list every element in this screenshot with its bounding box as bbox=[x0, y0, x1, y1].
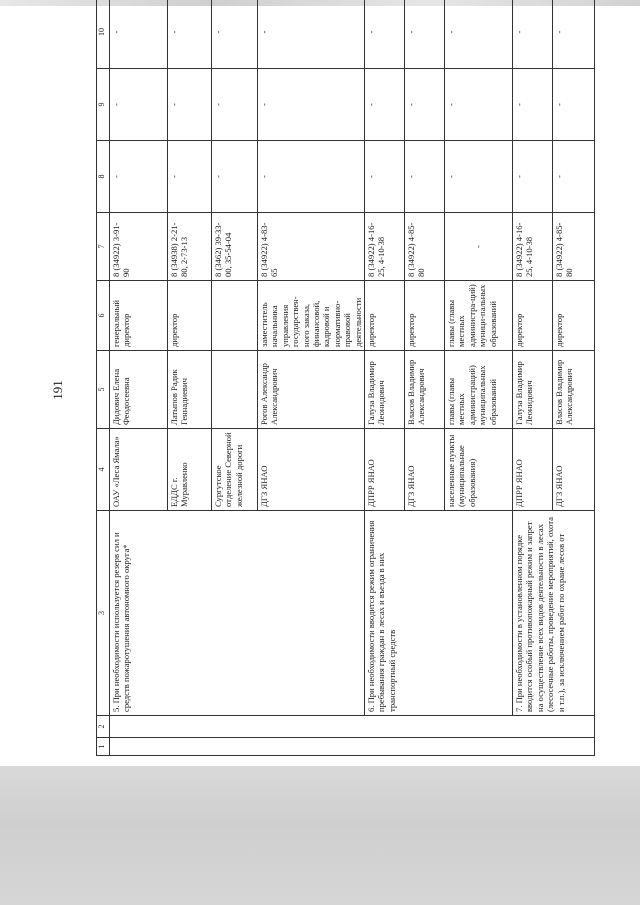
cell-col9: - bbox=[513, 69, 553, 141]
table-row bbox=[110, 0, 168, 756]
col-header: 10 bbox=[97, 0, 110, 69]
cell-col10: - bbox=[365, 0, 405, 69]
cell-col8: - bbox=[405, 141, 445, 213]
position-cell: директор bbox=[553, 281, 595, 351]
table-row bbox=[365, 0, 405, 756]
cell-col10: - bbox=[212, 0, 258, 69]
cell-col1 bbox=[110, 738, 595, 756]
cell-col8: - bbox=[445, 141, 513, 213]
position-cell: заместитель начальника управления государствен-ного заказа, финансовой, кадровой и нормативно-правовой деятельности bbox=[258, 281, 365, 351]
table-row bbox=[513, 0, 553, 756]
person-cell: Галуза Владимир Леонидович bbox=[365, 351, 405, 429]
phone-cell: 8 (34922) 4-85-80 bbox=[405, 213, 445, 281]
cell-col10: - bbox=[513, 0, 553, 69]
org-cell: ДГЗ ЯНАО bbox=[553, 429, 595, 511]
measure-cell: 7. При необходимости в установленном порядке вводится особый противопожарный режим и запрет на осуществление всех видов деятельности в лесах (лесосечные работы, проведение мероприятий, охота и т.п.), за исключением работ по охране лесов от bbox=[513, 511, 595, 716]
phone-cell: 8 (34922) 3-91-90 bbox=[110, 213, 168, 281]
position-cell bbox=[212, 281, 258, 351]
phone-cell: - bbox=[445, 213, 513, 281]
cell-col9: - bbox=[405, 69, 445, 141]
cell-col9: - bbox=[212, 69, 258, 141]
rotated-page bbox=[96, 0, 634, 756]
cell-col9: - bbox=[553, 69, 595, 141]
cell-col9: - bbox=[258, 69, 365, 141]
col-header: 2 bbox=[97, 716, 110, 738]
person-cell: главы (главы местных администраций) муниципальных образований bbox=[445, 351, 513, 429]
cell-col9: - bbox=[365, 69, 405, 141]
phone-cell: 8 (34922) 4-16-25, 4-10-38 bbox=[365, 213, 405, 281]
cell-col9: - bbox=[168, 69, 212, 141]
cell-col8: - bbox=[168, 141, 212, 213]
col-header: 9 bbox=[97, 69, 110, 141]
position-cell: директор bbox=[513, 281, 553, 351]
cell-col10: - bbox=[445, 0, 513, 69]
cell-col9: - bbox=[110, 69, 168, 141]
cell-col10: - bbox=[110, 0, 168, 69]
org-cell: Сургутское отделение Северной железной дороги bbox=[212, 429, 258, 511]
col-header: 3 bbox=[97, 511, 110, 716]
org-cell: ДГЗ ЯНАО bbox=[258, 429, 365, 511]
measure-cell: 6. При необходимости вводится режим ограничения пребывания граждан в лесах и въезда в них транспортный средств bbox=[365, 511, 513, 716]
position-cell: главы (главы местных администра-ций) муници-пальных образований bbox=[445, 281, 513, 351]
org-cell: ДПРР ЯНАО bbox=[513, 429, 553, 511]
phone-cell: 8 (34938) 2-21-80, 2-73-13 bbox=[168, 213, 212, 281]
page-number: 191 bbox=[50, 380, 65, 400]
cell-col2 bbox=[110, 716, 595, 738]
col-header: 1 bbox=[97, 738, 110, 756]
col-header: 7 bbox=[97, 213, 110, 281]
org-cell: ДГЗ ЯНАО bbox=[405, 429, 445, 511]
phone-cell: 8 (34922) 4-85-80 bbox=[553, 213, 595, 281]
position-cell: генеральный директор bbox=[110, 281, 168, 351]
measure-cell: 5. При необходимости используется резерв сил и средств пожаротушения автономного округа* bbox=[110, 511, 365, 716]
position-cell: директор bbox=[168, 281, 212, 351]
person-cell: Власов Владимир Александрович bbox=[553, 351, 595, 429]
col-header: 6 bbox=[97, 281, 110, 351]
person-cell bbox=[212, 351, 258, 429]
org-cell: населенные пункты (муниципальные образования) bbox=[445, 429, 513, 511]
person-cell: Галуза Владимир Леонидович bbox=[513, 351, 553, 429]
org-cell: ДПРР ЯНАО bbox=[365, 429, 405, 511]
cell-col10: - bbox=[168, 0, 212, 69]
scan-shadow bbox=[0, 766, 640, 905]
col-header: 8 bbox=[97, 141, 110, 213]
col-header: 4 bbox=[97, 429, 110, 511]
cell-col10: - bbox=[405, 0, 445, 69]
cell-col8: - bbox=[553, 141, 595, 213]
position-cell: директор bbox=[405, 281, 445, 351]
cell-col8: - bbox=[365, 141, 405, 213]
cell-col9: - bbox=[445, 69, 513, 141]
person-cell: Латыпов Радик Геннадиевич bbox=[168, 351, 212, 429]
cell-col8: - bbox=[110, 141, 168, 213]
phone-cell: 8 (3462) 39-33-00, 35-54-04 bbox=[212, 213, 258, 281]
org-cell: ЕДДС г. Муравленко bbox=[168, 429, 212, 511]
person-cell: Дидович Елена Феодосеевна bbox=[110, 351, 168, 429]
cell-col10: - bbox=[258, 0, 365, 69]
org-cell: ОАУ «Леса Ямала» bbox=[110, 429, 168, 511]
phone-cell: 8 (34922) 4-16-25, 4-10-38 bbox=[513, 213, 553, 281]
cell-col8: - bbox=[212, 141, 258, 213]
person-cell: Власов Владимир Александрович bbox=[405, 351, 445, 429]
position-cell: директор bbox=[365, 281, 405, 351]
cell-col8: - bbox=[258, 141, 365, 213]
person-cell: Рогов Александр Александрович bbox=[258, 351, 365, 429]
header-row bbox=[97, 0, 110, 756]
col-header: 5 bbox=[97, 351, 110, 429]
cell-col10: - bbox=[553, 0, 595, 69]
plan-table bbox=[96, 0, 595, 756]
phone-cell: 8 (34922) 4-83-65 bbox=[258, 213, 365, 281]
cell-col8: - bbox=[513, 141, 553, 213]
